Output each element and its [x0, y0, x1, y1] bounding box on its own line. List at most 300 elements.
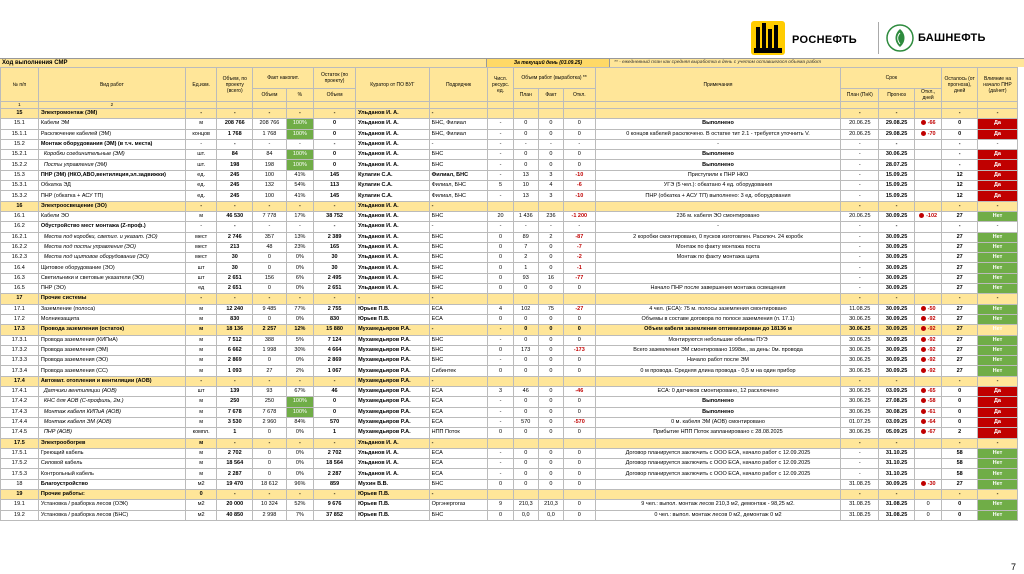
row-fact-pct: 0%	[286, 263, 313, 273]
overdue-indicator-icon	[921, 419, 926, 424]
row-factd: 0	[538, 160, 563, 170]
row-note: Договор планируется заключить с ООО ЕСА, начало работ с 12.09.2025	[595, 459, 841, 469]
row-fact-vol: 9 485	[253, 304, 287, 314]
row-scope: 1 768	[217, 129, 253, 139]
row-dev-days	[914, 335, 941, 345]
row-staff: 0	[488, 232, 513, 242]
row-dev-days	[914, 407, 941, 417]
row-num: 17.1	[1, 304, 39, 314]
row-pnr: Нет	[977, 273, 1017, 283]
row-fact-vol: -	[253, 222, 287, 232]
row-work: Молниезащита	[38, 314, 185, 324]
row-num: 15.2.2	[1, 160, 39, 170]
row-rest: 2 702	[314, 448, 356, 458]
row-scope: 2 287	[217, 469, 253, 479]
row-num: 17.3.3	[1, 356, 39, 366]
row-rest-days: 0	[942, 417, 978, 427]
row-curator: Ульданов И. А.	[356, 222, 430, 232]
row-num: 16.3	[1, 273, 39, 283]
row-forecast: 30.09.25	[879, 356, 915, 366]
row-rest-days: -	[942, 150, 978, 160]
table-row	[1, 139, 1018, 149]
row-unit: м	[185, 335, 217, 345]
col-dev: Откл.	[564, 89, 596, 102]
row-rest-days: 27	[942, 479, 978, 489]
row-curator: Мухамедьяров Р.А.	[356, 417, 430, 427]
row-factd: 0	[538, 150, 563, 160]
row-dev-days	[914, 376, 941, 386]
row-rest: -	[314, 489, 356, 499]
row-dev: -46	[564, 387, 596, 397]
row-scope: 250	[217, 397, 253, 407]
row-plan: 0	[513, 150, 538, 160]
row-plan: 102	[513, 304, 538, 314]
dev-days-value: -58	[927, 398, 936, 405]
row-unit: м2	[185, 479, 217, 489]
row-contractor: БНС	[429, 253, 488, 263]
row-factd	[538, 201, 563, 211]
row-fact-pct: 0%	[286, 459, 313, 469]
row-factd: 0	[538, 253, 563, 263]
table-row	[1, 201, 1018, 211]
row-curator: Ульданов И. А.	[356, 150, 430, 160]
row-factd	[538, 438, 563, 448]
row-num: 15.1.1	[1, 129, 39, 139]
row-dev	[564, 438, 596, 448]
row-fact-pct: 100%	[286, 160, 313, 170]
overdue-indicator-icon	[921, 316, 926, 321]
row-curator: Ульданов И. А.	[356, 242, 430, 252]
row-factd: 0	[538, 459, 563, 469]
row-dev: 0	[564, 397, 596, 407]
row-forecast: 28.07.25	[879, 160, 915, 170]
row-work: Кабели ЭМ	[38, 119, 185, 129]
row-fact-pct: 41%	[286, 191, 313, 201]
row-plan-pnr: 30.06.25	[841, 335, 879, 345]
row-dev-days	[914, 181, 941, 191]
row-num: 17.3.4	[1, 366, 39, 376]
row-contractor: БНС	[429, 160, 488, 170]
row-factd: 0	[538, 479, 563, 489]
row-rest: 2 651	[314, 284, 356, 294]
row-rest-days: 27	[942, 304, 978, 314]
row-dev: 0	[564, 129, 596, 139]
table-row	[1, 294, 1018, 304]
row-rest-days: 12	[942, 170, 978, 180]
col-num: № п/п	[1, 68, 39, 102]
rosneft-logo-text: РОСНЕФТЬ	[792, 34, 857, 46]
row-staff: -	[488, 150, 513, 160]
row-scope: 6 662	[217, 345, 253, 355]
row-unit: 0	[185, 489, 217, 499]
row-plan: 89	[513, 232, 538, 242]
row-fact-pct: 0%	[286, 253, 313, 263]
row-work: Обкатка ЭД	[38, 181, 185, 191]
row-contractor: -	[429, 139, 488, 149]
row-dev-days	[914, 417, 941, 427]
row-rest: -	[314, 438, 356, 448]
row-unit: -	[185, 222, 217, 232]
row-contractor: БНС	[429, 242, 488, 252]
row-staff: 0	[488, 479, 513, 489]
row-factd: 0	[538, 397, 563, 407]
row-curator: Ульданов И. А.	[356, 469, 430, 479]
row-pnr: Нет	[977, 366, 1017, 376]
row-rest-days: 27	[942, 356, 978, 366]
row-note: Начало работ после ЭМ	[595, 356, 841, 366]
row-contractor: ЕСА	[429, 459, 488, 469]
row-pnr: Да	[977, 150, 1017, 160]
row-note: УГЭ (5 чел.): обкатано 4 ед. оборудования	[595, 181, 841, 191]
row-dev-days	[914, 211, 941, 221]
row-rest: 2 495	[314, 273, 356, 283]
row-dev-days	[914, 294, 941, 304]
row-rest-days: -	[942, 294, 978, 304]
row-rest: -	[314, 376, 356, 386]
row-dev-days	[914, 273, 941, 283]
row-factd	[538, 376, 563, 386]
row-plan-pnr: 31.08.25	[841, 479, 879, 489]
table-row	[1, 417, 1018, 427]
row-plan: 0	[513, 407, 538, 417]
row-work: Посты управления (ЭМ)	[38, 160, 185, 170]
row-num: 16	[1, 201, 39, 211]
row-dev: 0	[564, 428, 596, 438]
col-rest: Остаток (по проекту)	[314, 68, 356, 89]
row-factd: 75	[538, 304, 563, 314]
row-factd: 4	[538, 181, 563, 191]
row-plan-pnr: 30.06.25	[841, 356, 879, 366]
row-pnr: Нет	[977, 284, 1017, 294]
row-fact-pct: 77%	[286, 304, 313, 314]
table-row	[1, 232, 1018, 242]
row-fact-vol: 2 257	[253, 325, 287, 335]
row-fact-pct: 0%	[286, 284, 313, 294]
table-row	[1, 150, 1018, 160]
row-unit: -	[185, 376, 217, 386]
row-staff: -	[488, 448, 513, 458]
row-unit: м	[185, 314, 217, 324]
row-rest-days: 0	[942, 407, 978, 417]
row-work: ПНР (АОВ)	[38, 428, 185, 438]
row-plan: 0	[513, 160, 538, 170]
row-staff: 0	[488, 428, 513, 438]
table-row	[1, 469, 1018, 479]
row-work: ПНР (ЭО)	[38, 284, 185, 294]
row-plan-pnr: -	[841, 253, 879, 263]
row-unit: мест	[185, 242, 217, 252]
row-pnr: -	[977, 201, 1017, 211]
overdue-indicator-icon	[921, 429, 926, 434]
row-staff: -	[488, 397, 513, 407]
row-plan: 0	[513, 284, 538, 294]
row-fact-pct: 67%	[286, 387, 313, 397]
row-pnr: -	[977, 294, 1017, 304]
row-dev-days	[914, 191, 941, 201]
row-contractor: -	[429, 294, 488, 304]
row-staff: -	[488, 407, 513, 417]
row-fact-vol: 0	[253, 263, 287, 273]
row-plan-pnr: -	[841, 232, 879, 242]
row-curator: Ульданов И. А.	[356, 459, 430, 469]
overdue-indicator-icon	[919, 213, 924, 218]
row-unit: -	[185, 294, 217, 304]
row-unit: -	[185, 109, 217, 119]
row-fact-vol: 0	[253, 253, 287, 263]
table-row	[1, 325, 1018, 335]
row-work: Заземление (полоса)	[38, 304, 185, 314]
row-num: 15.3.1	[1, 181, 39, 191]
row-forecast: 15.09.25	[879, 181, 915, 191]
row-scope: 139	[217, 387, 253, 397]
row-plan-pnr: 30.06.25	[841, 314, 879, 324]
row-unit: м	[185, 407, 217, 417]
row-plan: 0	[513, 428, 538, 438]
row-scope: 18 136	[217, 325, 253, 335]
row-dev-days	[914, 387, 941, 397]
row-fact-vol: 0	[253, 459, 287, 469]
row-plan-pnr: 30.06.25	[841, 325, 879, 335]
row-plan-pnr: -	[841, 109, 879, 119]
row-fact-vol: -	[253, 438, 287, 448]
row-contractor: БНС	[429, 273, 488, 283]
row-curator: Ульданов И. А.	[356, 119, 430, 129]
row-fact-pct: 41%	[286, 170, 313, 180]
row-work: Расключение кабелей (ЭМ)	[38, 129, 185, 139]
row-pnr: Нет	[977, 469, 1017, 479]
row-dev	[564, 109, 596, 119]
row-fact-pct: 6%	[286, 273, 313, 283]
row-contractor: Оргэнергогаз	[429, 500, 488, 510]
row-pnr: -	[977, 109, 1017, 119]
row-work: Электроосвещение (ЭО)	[38, 201, 185, 211]
row-plan: 13	[513, 191, 538, 201]
row-dev: -	[564, 222, 596, 232]
row-num: 17.3.1	[1, 335, 39, 345]
row-work: Монтаж кабеля КИПиА (АОВ)	[38, 407, 185, 417]
row-num: 16.2.2	[1, 242, 39, 252]
row-pnr: Нет	[977, 232, 1017, 242]
row-staff: 5	[488, 181, 513, 191]
row-plan-pnr: -	[841, 191, 879, 201]
row-plan-pnr: -	[841, 170, 879, 180]
row-note: 236 м. кабеля ЭО смонтировано	[595, 211, 841, 221]
col-pnr: Влияние на начало ПНР (да/нет)	[977, 68, 1017, 102]
overdue-indicator-icon	[921, 326, 926, 331]
table-row	[1, 335, 1018, 345]
row-factd: -	[538, 139, 563, 149]
row-curator: Ульданов И. А.	[356, 211, 430, 221]
row-pnr: Да	[977, 170, 1017, 180]
row-factd: 2	[538, 232, 563, 242]
row-rest: 145	[314, 170, 356, 180]
row-curator: Ульданов И. А.	[356, 273, 430, 283]
row-fact-pct: 84%	[286, 417, 313, 427]
dev-days-value: -50	[927, 305, 936, 312]
row-num: 17.4	[1, 376, 39, 386]
row-factd: 210,3	[538, 500, 563, 510]
row-contractor: ЕСА	[429, 314, 488, 324]
overdue-indicator-icon	[921, 481, 926, 486]
row-plan: 0	[513, 356, 538, 366]
row-num: 17.3	[1, 325, 39, 335]
row-num: 17.3.2	[1, 345, 39, 355]
row-scope: 46 530	[217, 211, 253, 221]
row-dev: -27	[564, 304, 596, 314]
row-plan: 0	[513, 448, 538, 458]
row-plan-pnr: -	[841, 273, 879, 283]
row-plan-pnr: -	[841, 242, 879, 252]
row-pnr: Нет	[977, 345, 1017, 355]
row-rest: 2 869	[314, 356, 356, 366]
row-staff: 0	[488, 345, 513, 355]
row-plan-pnr: 20.06.25	[841, 119, 879, 129]
row-factd	[538, 109, 563, 119]
row-dev: 0	[564, 510, 596, 520]
row-forecast: 30.09.25	[879, 242, 915, 252]
row-dev-days	[914, 304, 941, 314]
row-unit: шт.	[185, 160, 217, 170]
row-rest-days: 0	[942, 387, 978, 397]
row-plan-pnr: -	[841, 438, 879, 448]
row-fact-vol: 93	[253, 387, 287, 397]
row-rest-days: 12	[942, 181, 978, 191]
row-fact-vol: 10 324	[253, 500, 287, 510]
dev-days-value: -66	[927, 120, 936, 127]
row-num: 17.4.3	[1, 407, 39, 417]
row-num: 18	[1, 479, 39, 489]
table-row	[1, 459, 1018, 469]
row-unit: ед.	[185, 191, 217, 201]
row-staff: -	[488, 325, 513, 335]
row-dev: 0	[564, 119, 596, 129]
table-row	[1, 181, 1018, 191]
row-staff: -	[488, 222, 513, 232]
row-work: Электромонтаж (ЭМ)	[38, 109, 185, 119]
row-forecast: -	[879, 376, 915, 386]
overdue-indicator-icon	[921, 398, 926, 403]
row-fact-vol: 7 678	[253, 407, 287, 417]
row-contractor: -	[429, 325, 488, 335]
row-fact-pct: 2%	[286, 366, 313, 376]
row-factd: 0	[538, 417, 563, 427]
row-curator: Ульданов И. А.	[356, 263, 430, 273]
row-pnr: Да	[977, 181, 1017, 191]
dev-days-value: -67	[927, 429, 936, 436]
row-num: 17.5.3	[1, 469, 39, 479]
row-work: Автомат. отопления и вентиляции (АОВ)	[38, 376, 185, 386]
table-row	[1, 119, 1018, 129]
row-factd: 0	[538, 469, 563, 479]
row-plan	[513, 438, 538, 448]
col-plan: План	[513, 89, 538, 102]
row-fact-vol: 2 998	[253, 510, 287, 520]
row-curator: Мухамедьяров Р.А.	[356, 387, 430, 397]
row-factd: 0	[538, 448, 563, 458]
row-rest-days: 27	[942, 314, 978, 324]
row-note: Приступили к ПНР НКО	[595, 170, 841, 180]
row-dev-days	[914, 345, 941, 355]
dev-days-value: -92	[927, 316, 936, 323]
row-curator: Мухамедьяров Р.А.	[356, 397, 430, 407]
row-dev: -173	[564, 345, 596, 355]
row-forecast: 31.08.25	[879, 510, 915, 520]
row-contractor: ЕСА	[429, 448, 488, 458]
row-curator: Ульданов И. А.	[356, 284, 430, 294]
row-scope: -	[217, 139, 253, 149]
row-scope: 2 746	[217, 232, 253, 242]
row-dev: 0	[564, 479, 596, 489]
row-dev: 0	[564, 500, 596, 510]
row-contractor: БНС	[429, 150, 488, 160]
row-plan-pnr: -	[841, 448, 879, 458]
row-fact-pct: 0%	[286, 356, 313, 366]
row-factd: 0	[538, 387, 563, 397]
row-staff: -	[488, 139, 513, 149]
row-dev-days	[914, 109, 941, 119]
row-dev-days	[914, 356, 941, 366]
col-staff: Числ. ресурс. ед.	[488, 68, 513, 102]
row-rest: 4 664	[314, 345, 356, 355]
row-num: 15.3.2	[1, 191, 39, 201]
row-pnr: Да	[977, 160, 1017, 170]
row-curator: Кулагин С.А.	[356, 170, 430, 180]
row-rest-days: -	[942, 201, 978, 211]
row-plan: 0	[513, 325, 538, 335]
row-plan: 0	[513, 129, 538, 139]
table-row	[1, 366, 1018, 376]
progress-table	[0, 67, 1018, 521]
row-fact-pct: 52%	[286, 500, 313, 510]
row-plan-pnr: -	[841, 181, 879, 191]
row-work: Установка / разборка лесов (БНС)	[38, 510, 185, 520]
row-curator: Ульданов И. А.	[356, 139, 430, 149]
row-note: Договор планируется заключить с ООО ЕСА, начало работ с 12.09.2025	[595, 448, 841, 458]
table-row	[1, 489, 1018, 499]
row-plan-pnr: -	[841, 294, 879, 304]
row-plan-pnr: 31.08.25	[841, 510, 879, 520]
row-fact-vol: 100	[253, 170, 287, 180]
row-plan: -	[513, 139, 538, 149]
row-unit: м2	[185, 500, 217, 510]
row-pnr: Да	[977, 407, 1017, 417]
row-dev	[564, 294, 596, 304]
row-rest: 859	[314, 479, 356, 489]
row-unit: м2	[185, 510, 217, 520]
row-pnr: -	[977, 139, 1017, 149]
overdue-indicator-icon	[921, 131, 926, 136]
row-scope: 2 869	[217, 356, 253, 366]
col-contractor: Подрядчик	[429, 68, 488, 102]
page-title: Ход выполнения СМР	[2, 60, 68, 66]
row-note	[595, 263, 841, 273]
row-plan	[513, 109, 538, 119]
title-bar	[0, 58, 1024, 67]
table-row	[1, 356, 1018, 366]
row-dev: -7	[564, 242, 596, 252]
row-curator: Ульданов И. А.	[356, 253, 430, 263]
row-note: 2 коробки смонтировано, 0 пусков изготовлен. Расключ. 24 коробк	[595, 232, 841, 242]
row-note: Монтаж по факту монтажа поста	[595, 242, 841, 252]
row-rest: 0	[314, 407, 356, 417]
overdue-indicator-icon	[921, 409, 926, 414]
row-fact-vol: -	[253, 376, 287, 386]
row-contractor: БНС	[429, 356, 488, 366]
row-dev-days	[914, 325, 941, 335]
row-note: 0 чел.: выпол. монтаж лесов 0 м2, демонтаж 0 м2	[595, 510, 841, 520]
row-fact-pct: -	[286, 489, 313, 499]
row-fact-vol: 18 612	[253, 479, 287, 489]
